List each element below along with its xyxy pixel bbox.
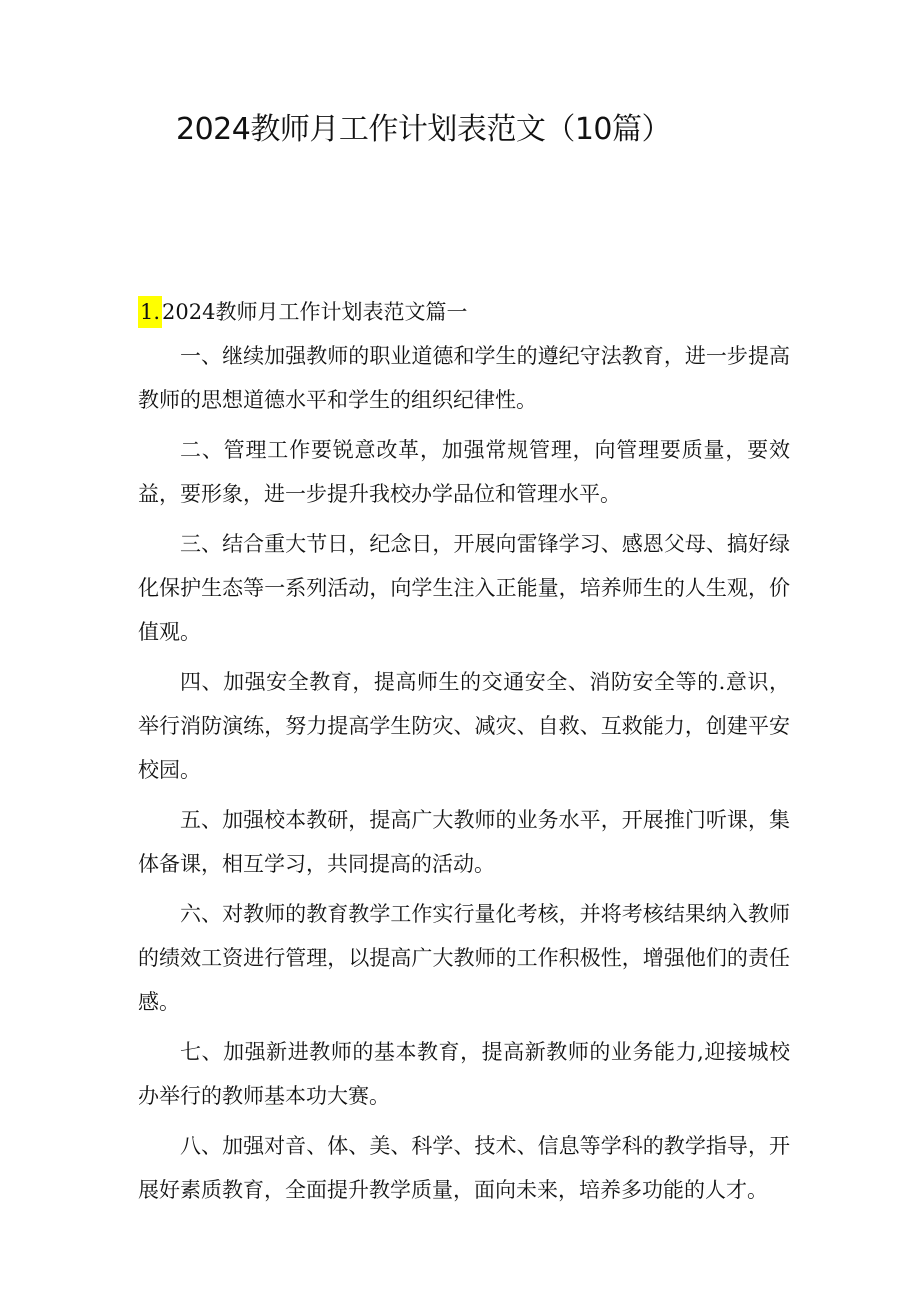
paragraph-1: 一、继续加强教师的职业道德和学生的遵纪守法教育，进一步提高教师的思想道德水平和学生的组织纪律性。	[138, 344, 790, 412]
paragraph-8: 八、加强对音、体、美、科学、技术、信息等学科的教学指导，开展好素质教育，全面提升教学质量，面向未来，培养多功能的人才。	[138, 1134, 790, 1202]
paragraph-2: 二、管理工作要锐意改革，加强常规管理，向管理要质量，要效益，要形象，进一步提升我校办学品位和管理水平。	[138, 438, 790, 506]
paragraph-3: 三、结合重大节日，纪念日，开展向雷锋学习、感恩父母、搞好绿化保护生态等一系列活动，向学生注入正能量，培养师生的人生观，价值观。	[138, 532, 790, 644]
paragraph-7: 七、加强新进教师的基本教育，提高新教师的业务能力,迎接城校办举行的教师基本功大赛。	[138, 1040, 790, 1108]
paragraph-5: 五、加强校本教研，提高广大教师的业务水平，开展推门听课，集体备课，相互学习，共同提高的活动。	[138, 808, 790, 876]
document-body	[138, 290, 790, 1218]
document-title: 2024教师月工作计划表范文（10篇）	[176, 112, 672, 147]
section-number-highlight: 1.	[138, 296, 162, 328]
section-heading-text: 2024教师月工作计划表范文篇一	[162, 300, 468, 324]
section-heading	[138, 290, 790, 334]
paragraph-4: 四、加强安全教育，提高师生的交通安全、消防安全等的.意识，举行消防演练，努力提高学生防灾、减灾、自救、互救能力，创建平安校园。	[138, 670, 790, 782]
paragraph-6: 六、对教师的教育教学工作实行量化考核，并将考核结果纳入教师的绩效工资进行管理，以提高广大教师的工作积极性，增强他们的责任感。	[138, 902, 790, 1014]
